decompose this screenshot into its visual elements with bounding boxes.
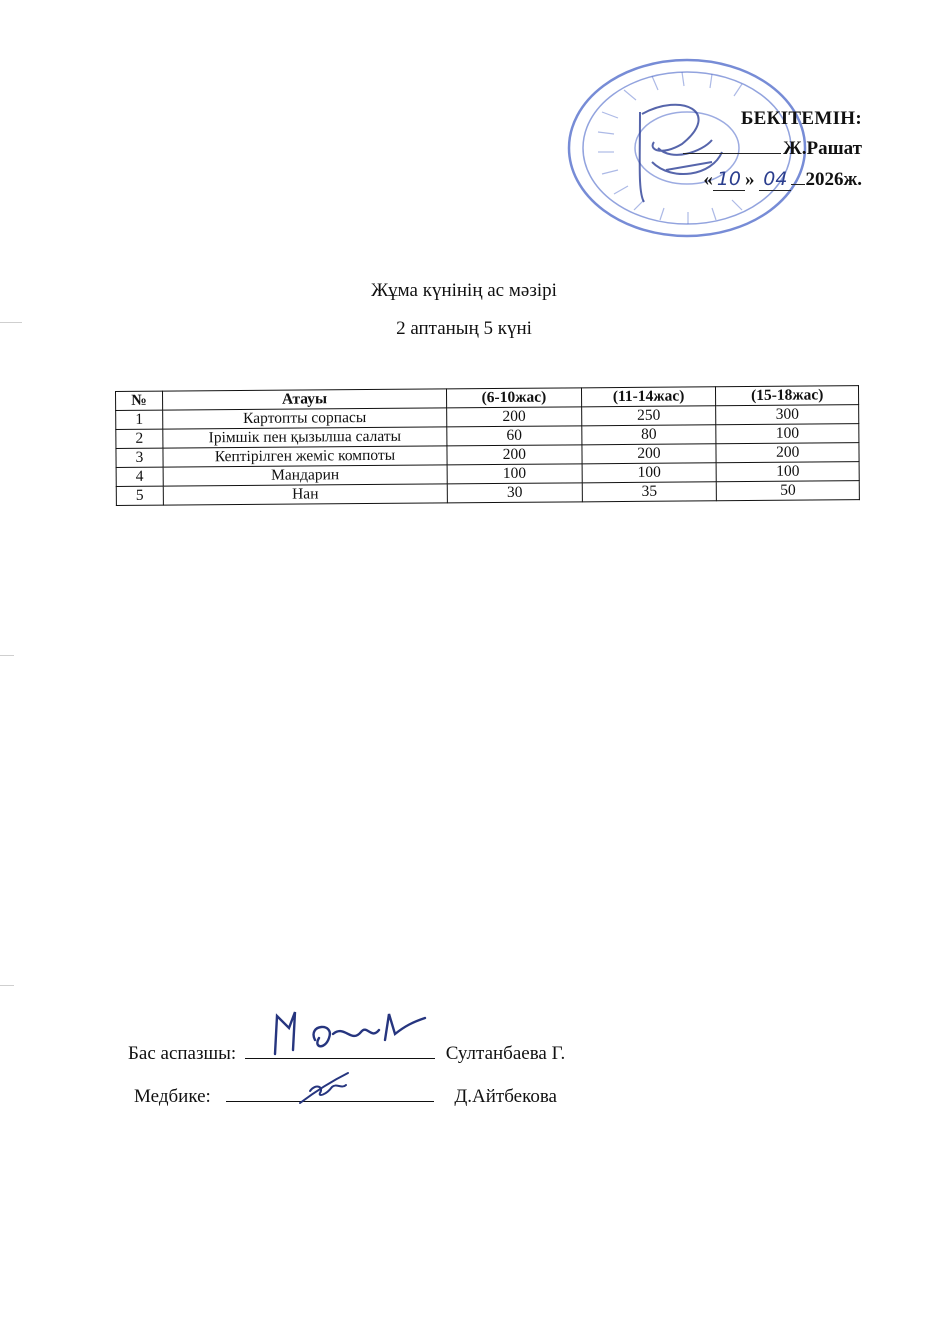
cell-value: 35 xyxy=(582,482,717,502)
nurse-signature-row xyxy=(134,1085,557,1108)
cell-value: 200 xyxy=(582,444,717,464)
approval-title: БЕКІТЕМІН: xyxy=(740,108,862,129)
approval-director-line xyxy=(683,138,862,160)
date-day: 10 xyxy=(713,168,745,191)
cell-value: 200 xyxy=(447,407,582,427)
handwritten-signature-icon xyxy=(236,1067,356,1107)
cell-value: 80 xyxy=(581,425,716,445)
nurse-name: Д.Айтбекова xyxy=(454,1086,557,1107)
chef-signature-line xyxy=(245,1042,435,1059)
handwritten-signature-icon xyxy=(255,1004,435,1064)
cell-value: 50 xyxy=(717,481,860,501)
cell-value: 100 xyxy=(447,464,582,484)
scan-edge-mark xyxy=(0,655,14,656)
cell-name: Картопты сорпасы xyxy=(163,408,447,429)
cell-value: 250 xyxy=(581,406,716,426)
col-number-header: № xyxy=(116,391,163,410)
cell-name: Кептірілген жеміс компоты xyxy=(163,446,447,467)
cell-value: 300 xyxy=(716,405,859,425)
cell-number: 5 xyxy=(116,486,163,505)
nurse-label: Медбике: xyxy=(134,1086,211,1107)
cell-name: Нан xyxy=(163,484,447,505)
approval-block xyxy=(602,108,862,208)
scan-edge-mark xyxy=(0,985,14,986)
col-name-header: Атауы xyxy=(162,389,446,410)
chef-signature-row xyxy=(128,1042,565,1065)
scan-edge-mark xyxy=(0,322,22,323)
approval-date xyxy=(703,168,862,191)
date-year: 2026ж. xyxy=(805,169,862,190)
col-age-15-18-header: (15-18жас) xyxy=(716,386,859,406)
signature-blank xyxy=(683,139,781,154)
cell-value: 200 xyxy=(447,445,582,465)
chef-label: Бас аспазшы: xyxy=(128,1043,237,1064)
menu-title: Жұма күнінің ас мәзірі xyxy=(371,280,557,301)
cell-number: 2 xyxy=(116,429,163,448)
date-open-quote: « xyxy=(703,169,713,190)
cell-name: Ірімшік пен қызылша салаты xyxy=(163,427,447,448)
cell-number: 1 xyxy=(116,410,163,429)
cell-value: 100 xyxy=(582,463,717,483)
date-close-quote: » xyxy=(745,169,755,190)
cell-value: 100 xyxy=(716,462,859,482)
cell-value: 60 xyxy=(447,426,582,446)
year-blank xyxy=(791,172,805,185)
cell-value: 200 xyxy=(716,443,859,463)
cell-name: Мандарин xyxy=(163,465,447,486)
cell-value: 100 xyxy=(716,424,859,444)
menu-subtitle: 2 аптаның 5 күні xyxy=(396,318,532,339)
cell-number: 4 xyxy=(116,467,163,486)
cell-number: 3 xyxy=(116,448,163,467)
chef-name: Султанбаева Г. xyxy=(445,1043,566,1064)
director-name: Ж.Рашат xyxy=(782,138,862,159)
date-month: 04 xyxy=(759,168,791,191)
nurse-signature-line xyxy=(226,1085,434,1102)
col-age-6-10-header: (6-10жас) xyxy=(447,388,582,408)
cell-value: 30 xyxy=(447,483,582,503)
col-age-11-14-header: (11-14жас) xyxy=(581,387,716,407)
menu-table xyxy=(115,385,860,506)
